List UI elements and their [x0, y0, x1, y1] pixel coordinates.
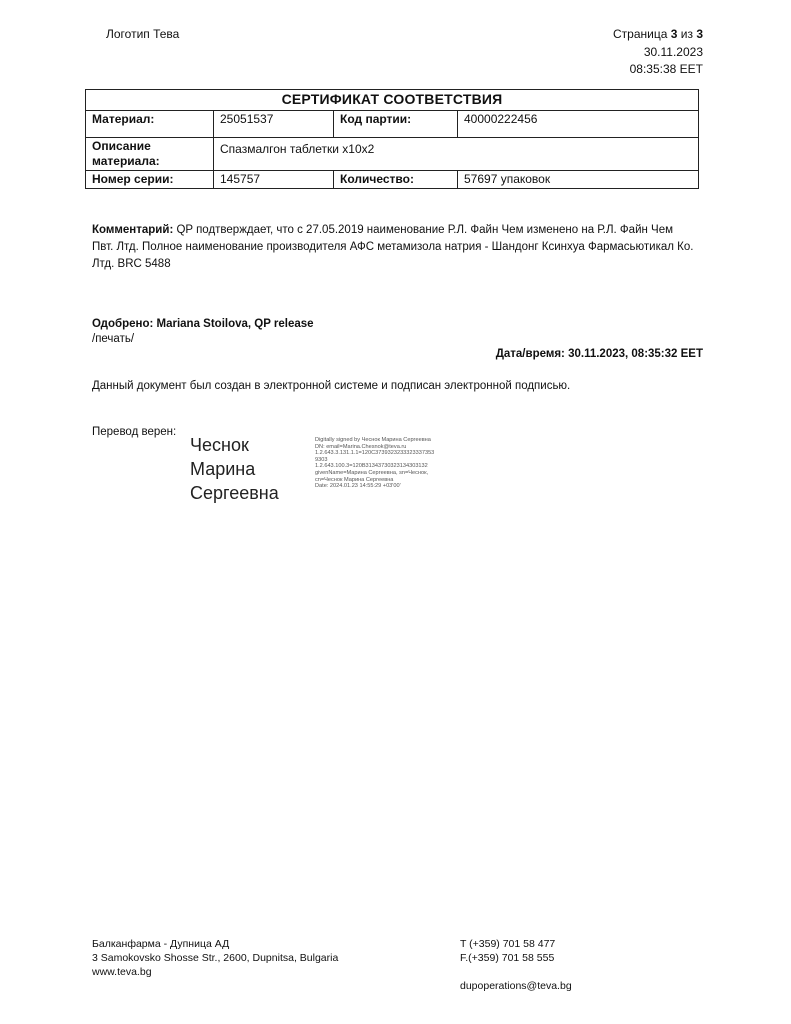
footer-right — [460, 937, 572, 993]
page-current: 3 — [670, 27, 678, 41]
datetime-value: 30.11.2023, 08:35:32 EET — [564, 348, 703, 360]
comment-text: QP подтверждает, что с 27.05.2019 наименование Р.Л. Файн Чем изменено на Р.Л. Файн Чем Пвт. Лтд. Полное наименование производителя АФС метамизола натрия - Шандонг Ксинхуа Фармасьютикал Ко. Лтд. BRC 5488 — [92, 224, 694, 270]
material-label: Материал: — [86, 111, 214, 138]
quantity-label: Количество: — [334, 171, 458, 189]
page-label: Страница — [612, 27, 668, 41]
page-indicator — [613, 26, 703, 42]
series-value: 145757 — [214, 171, 334, 189]
footer-fax: F.(+359) 701 58 555 — [460, 952, 555, 964]
quantity-value: 57697 упаковок — [458, 171, 699, 189]
certificate-table — [85, 89, 699, 189]
footer-address: 3 Samokovsko Shosse Str., 2600, Dupnitsa, Bulgaria — [92, 952, 339, 964]
approval-datetime — [496, 346, 703, 363]
series-label: Номер серии: — [86, 171, 214, 189]
signature-meta-line: 1.2.643.100.3=120B31343730323134303132 — [315, 463, 428, 470]
page-of: из — [680, 27, 693, 41]
electronic-signature-note: Данный документ был создан в электронной системе и подписан электронной подписью. — [92, 380, 571, 392]
batch-value: 40000222456 — [458, 111, 699, 138]
certificate-title-row — [86, 90, 699, 111]
logo-placeholder-text: Логотип Тева — [106, 27, 180, 41]
footer-company: Балканфарма - Дупница АД — [92, 938, 230, 950]
signer-name-line2: Марина — [190, 459, 256, 479]
signature-meta-line: 1.2.643.3.131.1.1=120C3739323233323337353 — [315, 450, 435, 457]
comment-label: Комментарий: — [92, 224, 174, 236]
series-row — [86, 171, 699, 189]
description-label: Описание материала: — [86, 138, 214, 171]
signature-meta-line: givenName=Марина Сергеевна, sn=Чеснок, — [315, 469, 429, 476]
footer-website[interactable]: www.teva.bg — [92, 966, 152, 978]
translation-label: Перевод верен: — [92, 426, 177, 438]
description-value: Спазмалгон таблетки x10x2 — [214, 138, 699, 171]
page-total: 3 — [696, 27, 703, 41]
material-row — [86, 111, 699, 138]
description-row — [86, 138, 699, 171]
material-value: 25051537 — [214, 111, 334, 138]
signature-meta-line: 9303 — [315, 456, 328, 463]
comment-paragraph — [92, 222, 696, 273]
header-time: 08:35:38 EET — [629, 62, 703, 76]
footer-left — [92, 937, 338, 979]
batch-label: Код партии: — [334, 111, 458, 138]
datetime-label: Дата/время: — [495, 348, 565, 360]
signature-meta-line: DN: email=Marina.Chesnok@teva.ru — [315, 443, 407, 450]
footer-email[interactable]: dupoperations@teva.bg — [460, 980, 572, 992]
approved-label: Одобрено: — [92, 318, 154, 330]
certificate-title: СЕРТИФИКАТ СООТВЕТСТВИЯ — [86, 90, 699, 111]
stamp-text: /печать/ — [92, 333, 135, 345]
approved-value: Mariana Stoilova, QP release — [153, 318, 314, 330]
header-date: 30.11.2023 — [643, 45, 703, 59]
signer-name-line3: Сергеевна — [190, 483, 279, 503]
digital-signature-meta — [315, 437, 434, 490]
footer-phone: T (+359) 701 58 477 — [460, 938, 556, 950]
signature-meta-line: Date: 2024.01.23 14:55:29 +03'00' — [315, 483, 401, 490]
signature-meta-line: Digitally signed by Чеснок Марина Сергеевна — [315, 437, 431, 443]
signer-name-block — [190, 433, 279, 505]
signer-name-line1: Чеснок — [190, 435, 249, 455]
signature-meta-line: cn=Чеснок Марина Сергеевна — [315, 476, 394, 483]
